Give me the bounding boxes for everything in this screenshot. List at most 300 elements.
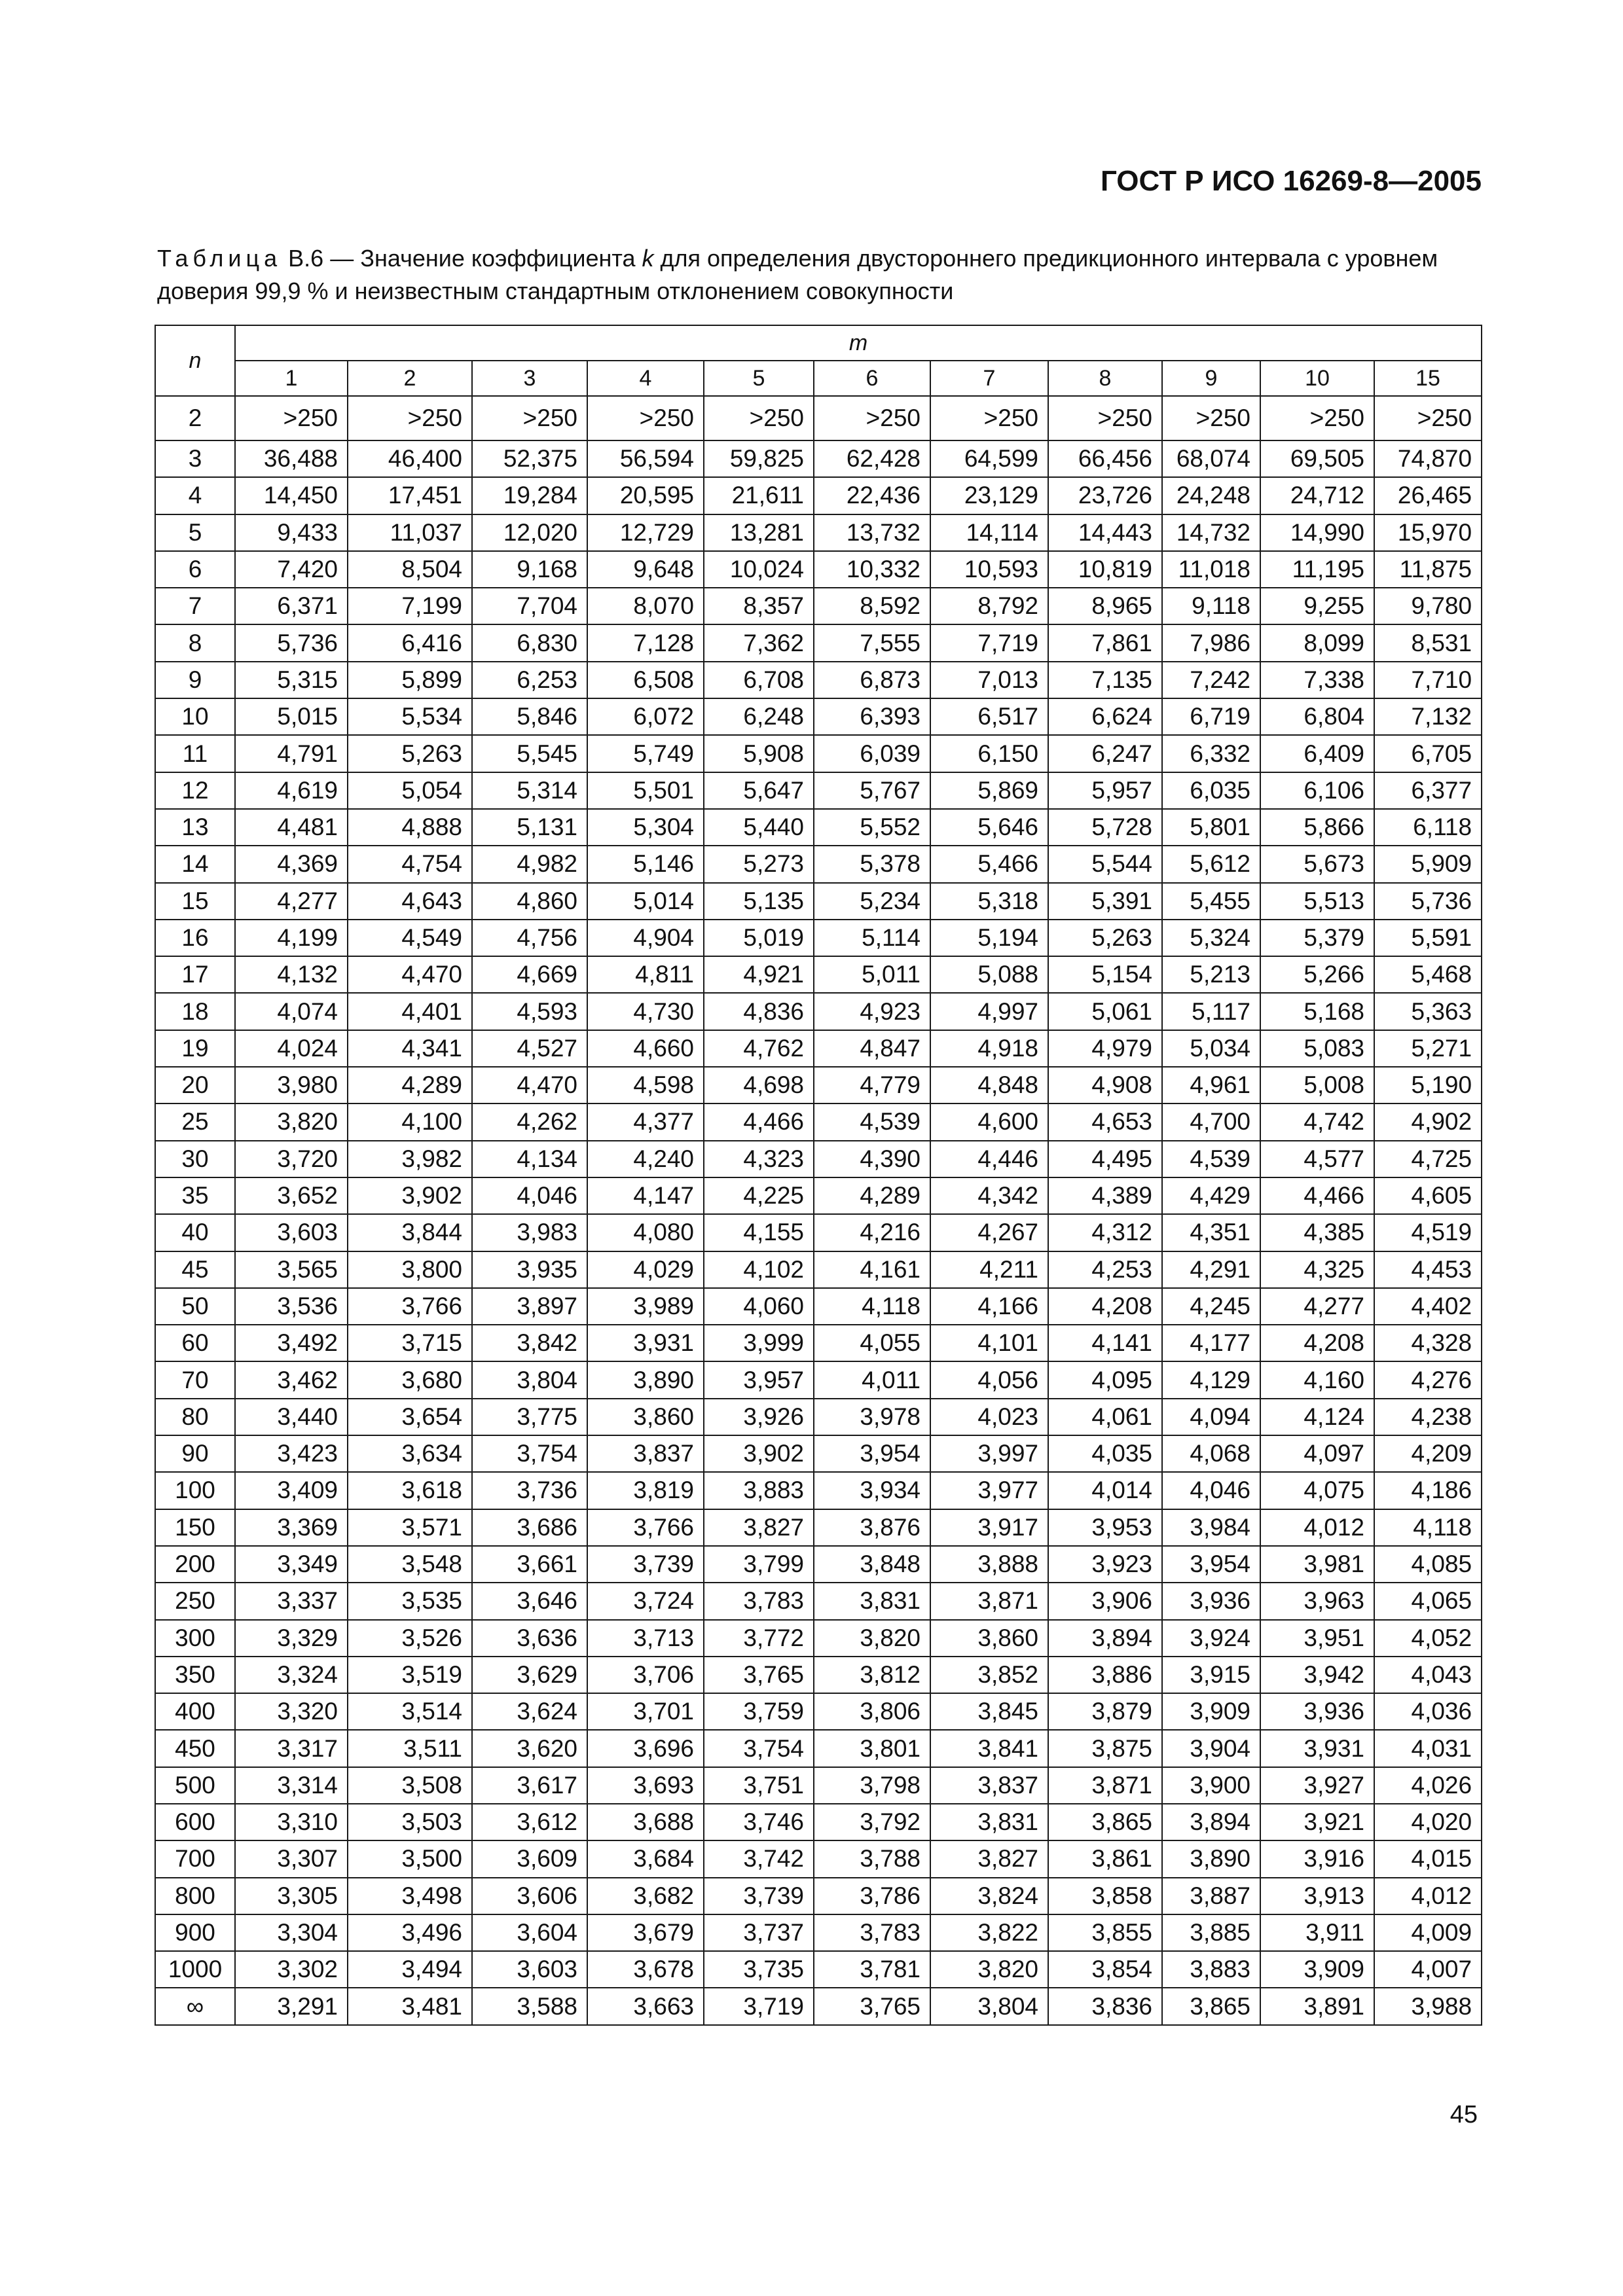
k-value-cell: 4,166	[930, 1288, 1048, 1325]
k-value-cell: 7,242	[1162, 662, 1260, 698]
k-value-cell: 4,619	[235, 772, 348, 809]
k-value-cell: 3,783	[814, 1914, 930, 1951]
k-value-cell: 5,088	[930, 956, 1048, 993]
k-value-cell: >250	[1374, 396, 1482, 440]
m-column-group-header: m	[235, 325, 1482, 361]
m-value-header: 9	[1162, 361, 1260, 396]
k-value-cell: 3,806	[814, 1693, 930, 1730]
k-value-cell: 4,074	[235, 993, 348, 1030]
k-value-cell: 10,332	[814, 551, 930, 588]
k-value-cell: 3,735	[704, 1951, 814, 1988]
k-value-cell: 4,527	[472, 1030, 587, 1067]
k-value-cell: 9,255	[1260, 588, 1374, 624]
k-value-cell: 3,440	[235, 1399, 348, 1435]
k-value-cell: 4,470	[472, 1067, 587, 1103]
k-value-cell: 5,899	[348, 662, 472, 698]
k-value-cell: 4,847	[814, 1030, 930, 1067]
n-value-cell: 11	[155, 735, 235, 772]
k-value-cell: 3,824	[930, 1878, 1048, 1914]
k-value-cell: 3,798	[814, 1767, 930, 1804]
k-value-cell: 4,277	[1260, 1288, 1374, 1325]
k-value-cell: 4,095	[1048, 1361, 1162, 1398]
m-value-header: 5	[704, 361, 814, 396]
k-value-cell: 3,686	[472, 1509, 587, 1546]
k-value-cell: 5,114	[814, 920, 930, 956]
k-value-cell: 3,526	[348, 1620, 472, 1657]
k-value-cell: 3,812	[814, 1657, 930, 1693]
k-value-cell: 5,391	[1048, 883, 1162, 920]
k-value-cell: 4,043	[1374, 1657, 1482, 1693]
k-value-cell: 3,848	[814, 1546, 930, 1583]
k-value-cell: 7,199	[348, 588, 472, 624]
k-value-cell: 5,234	[814, 883, 930, 920]
k-value-cell: 3,684	[587, 1840, 704, 1877]
k-value-cell: >250	[704, 396, 814, 440]
k-value-cell: 4,342	[930, 1177, 1048, 1214]
table-caption-number: В.6	[288, 245, 324, 272]
k-value-cell: 4,429	[1162, 1177, 1260, 1214]
k-value-cell: 3,913	[1260, 1878, 1374, 1914]
k-value-cell: 3,603	[235, 1214, 348, 1251]
k-value-cell: 4,147	[587, 1177, 704, 1214]
table-row	[155, 1141, 1482, 1177]
k-value-cell: 3,310	[235, 1804, 348, 1840]
k-value-cell: 3,891	[1260, 1988, 1374, 2024]
k-value-cell: 3,820	[814, 1620, 930, 1657]
k-value-cell: 5,379	[1260, 920, 1374, 956]
k-value-cell: 5,131	[472, 809, 587, 846]
k-value-cell: 20,595	[587, 477, 704, 514]
table-header-row-m	[155, 325, 1482, 361]
k-value-cell: 4,377	[587, 1103, 704, 1140]
m-value-header: 4	[587, 361, 704, 396]
k-value-cell: 4,643	[348, 883, 472, 920]
k-value-cell: 4,700	[1162, 1103, 1260, 1140]
k-value-cell: 4,982	[472, 846, 587, 882]
k-value-cell: 5,767	[814, 772, 930, 809]
table-row	[155, 956, 1482, 993]
k-value-cell: 4,080	[587, 1214, 704, 1251]
table-row	[155, 1103, 1482, 1140]
table-row	[155, 1177, 1482, 1214]
k-value-cell: 4,860	[472, 883, 587, 920]
k-value-cell: 3,781	[814, 1951, 930, 1988]
k-value-cell: 3,349	[235, 1546, 348, 1583]
k-value-cell: 12,729	[587, 514, 704, 551]
k-value-cell: 10,819	[1048, 551, 1162, 588]
k-value-cell: 3,800	[348, 1251, 472, 1288]
k-value-cell: 4,132	[235, 956, 348, 993]
table-row	[155, 1030, 1482, 1067]
k-value-cell: 3,724	[587, 1583, 704, 1619]
k-value-cell: >250	[235, 396, 348, 440]
k-value-cell: >250	[814, 396, 930, 440]
k-value-cell: 4,060	[704, 1288, 814, 1325]
k-value-cell: 6,072	[587, 698, 704, 735]
k-value-cell: 5,168	[1260, 993, 1374, 1030]
k-value-cell: 3,618	[348, 1472, 472, 1509]
k-value-cell: 7,338	[1260, 662, 1374, 698]
k-value-cell: >250	[930, 396, 1048, 440]
k-value-cell: 69,505	[1260, 440, 1374, 477]
k-value-cell: 4,997	[930, 993, 1048, 1030]
k-value-cell: 56,594	[587, 440, 704, 477]
k-value-cell: 5,213	[1162, 956, 1260, 993]
k-value-cell: 3,620	[472, 1730, 587, 1767]
k-value-cell: 13,281	[704, 514, 814, 551]
k-value-cell: 3,713	[587, 1620, 704, 1657]
k-value-cell: 10,024	[704, 551, 814, 588]
k-value-cell: 3,535	[348, 1583, 472, 1619]
n-value-cell: 19	[155, 1030, 235, 1067]
k-value-cell: 4,811	[587, 956, 704, 993]
page-number: 45	[1450, 2101, 1478, 2128]
k-value-cell: 3,984	[1162, 1509, 1260, 1546]
k-value-cell: 5,315	[235, 662, 348, 698]
n-value-cell: 17	[155, 956, 235, 993]
n-value-cell: 4	[155, 477, 235, 514]
k-value-cell: 52,375	[472, 440, 587, 477]
k-value-cell: 3,688	[587, 1804, 704, 1840]
n-value-cell: 40	[155, 1214, 235, 1251]
k-value-cell: 4,012	[1374, 1878, 1482, 1914]
n-value-cell: 8	[155, 624, 235, 661]
k-value-cell: 4,446	[930, 1141, 1048, 1177]
k-value-cell: 3,788	[814, 1840, 930, 1877]
k-value-cell: 3,759	[704, 1693, 814, 1730]
k-value-cell: 3,314	[235, 1767, 348, 1804]
k-value-cell: 5,324	[1162, 920, 1260, 956]
k-value-cell: 3,936	[1162, 1583, 1260, 1619]
k-value-cell: 3,494	[348, 1951, 472, 1988]
k-value-cell: 4,653	[1048, 1103, 1162, 1140]
k-value-cell: 15,970	[1374, 514, 1482, 551]
k-value-cell: 3,496	[348, 1914, 472, 1951]
k-value-cell: 6,039	[814, 735, 930, 772]
k-value-cell: 3,739	[704, 1878, 814, 1914]
k-value-cell: 3,916	[1260, 1840, 1374, 1877]
k-value-cell: 3,861	[1048, 1840, 1162, 1877]
n-value-cell: 13	[155, 809, 235, 846]
k-value-cell: 7,555	[814, 624, 930, 661]
k-value-cell: 3,887	[1162, 1878, 1260, 1914]
k-value-cell: 5,455	[1162, 883, 1260, 920]
k-value-cell: 3,953	[1048, 1509, 1162, 1546]
k-value-cell: 4,208	[1048, 1288, 1162, 1325]
k-value-cell: 5,011	[814, 956, 930, 993]
k-value-cell: 4,779	[814, 1067, 930, 1103]
k-value-cell: >250	[1260, 396, 1374, 440]
k-value-cell: 3,462	[235, 1361, 348, 1398]
k-value-cell: 3,481	[348, 1988, 472, 2024]
table-row	[155, 1325, 1482, 1361]
k-value-cell: 3,654	[348, 1399, 472, 1435]
k-value-cell: 7,420	[235, 551, 348, 588]
n-value-cell: 35	[155, 1177, 235, 1214]
k-value-cell: 4,094	[1162, 1399, 1260, 1435]
k-value-cell: 4,328	[1374, 1325, 1482, 1361]
k-value-cell: 3,894	[1048, 1620, 1162, 1657]
k-value-cell: 4,046	[1162, 1472, 1260, 1509]
k-value-cell: 4,253	[1048, 1251, 1162, 1288]
k-value-cell: 3,983	[472, 1214, 587, 1251]
k-value-cell: 3,924	[1162, 1620, 1260, 1657]
k-value-cell: 5,263	[1048, 920, 1162, 956]
table-row	[155, 1435, 1482, 1472]
n-value-cell: 800	[155, 1878, 235, 1914]
k-value-cell: 5,544	[1048, 846, 1162, 882]
k-value-cell: 5,513	[1260, 883, 1374, 920]
table-row	[155, 1399, 1482, 1435]
k-value-cell: 3,977	[930, 1472, 1048, 1509]
k-value-cell: 4,495	[1048, 1141, 1162, 1177]
k-value-cell: 5,801	[1162, 809, 1260, 846]
k-value-cell: 4,024	[235, 1030, 348, 1067]
table-row	[155, 588, 1482, 624]
k-value-cell: 26,465	[1374, 477, 1482, 514]
table-row	[155, 1840, 1482, 1877]
m-value-header: 1	[235, 361, 348, 396]
k-value-cell: 24,712	[1260, 477, 1374, 514]
k-value-cell: 7,128	[587, 624, 704, 661]
k-value-cell: 3,715	[348, 1325, 472, 1361]
k-value-cell: 7,861	[1048, 624, 1162, 661]
k-value-cell: 3,927	[1260, 1767, 1374, 1804]
k-value-cell: 5,014	[587, 883, 704, 920]
k-value-cell: 62,428	[814, 440, 930, 477]
k-value-cell: 5,673	[1260, 846, 1374, 882]
k-value-cell: 3,754	[704, 1730, 814, 1767]
table-row	[155, 1472, 1482, 1509]
k-value-cell: 4,323	[704, 1141, 814, 1177]
k-value-cell: 9,433	[235, 514, 348, 551]
k-value-cell: >250	[348, 396, 472, 440]
document-code: ГОСТ Р ИСО 16269-8—2005	[1100, 165, 1482, 197]
table-row	[155, 440, 1482, 477]
k-value-cell: 3,883	[1162, 1951, 1260, 1988]
k-value-cell: 11,195	[1260, 551, 1374, 588]
k-value-cell: 3,902	[704, 1435, 814, 1472]
k-value-cell: 4,979	[1048, 1030, 1162, 1067]
k-value-cell: 4,390	[814, 1141, 930, 1177]
k-value-cell: 5,846	[472, 698, 587, 735]
table-row	[155, 1914, 1482, 1951]
k-value-cell: 3,926	[704, 1399, 814, 1435]
k-value-cell: 23,129	[930, 477, 1048, 514]
k-value-cell: 4,007	[1374, 1951, 1482, 1988]
table-row	[155, 1214, 1482, 1251]
k-value-cell: 5,646	[930, 809, 1048, 846]
k-value-cell: 4,341	[348, 1030, 472, 1067]
k-value-cell: 4,124	[1260, 1399, 1374, 1435]
table-row	[155, 809, 1482, 846]
m-value-header: 8	[1048, 361, 1162, 396]
k-value-cell: 3,942	[1260, 1657, 1374, 1693]
k-value-cell: 5,909	[1374, 846, 1482, 882]
k-value-cell: 4,208	[1260, 1325, 1374, 1361]
k-value-cell: 14,450	[235, 477, 348, 514]
k-value-cell: 3,693	[587, 1767, 704, 1804]
k-value-cell: 3,772	[704, 1620, 814, 1657]
k-value-cell: 6,873	[814, 662, 930, 698]
k-value-cell: 4,036	[1374, 1693, 1482, 1730]
k-value-cell: 3,988	[1374, 1988, 1482, 2024]
k-value-cell: 13,732	[814, 514, 930, 551]
n-value-cell: 18	[155, 993, 235, 1030]
k-value-cell: 4,605	[1374, 1177, 1482, 1214]
k-value-cell: 3,845	[930, 1693, 1048, 1730]
k-value-cell: 3,609	[472, 1840, 587, 1877]
k-value-cell: 74,870	[1374, 440, 1482, 477]
k-value-cell: 22,436	[814, 477, 930, 514]
k-value-cell: 59,825	[704, 440, 814, 477]
k-value-cell: 4,539	[814, 1103, 930, 1140]
k-value-cell: 5,466	[930, 846, 1048, 882]
n-value-cell: 16	[155, 920, 235, 956]
k-value-cell: 5,271	[1374, 1030, 1482, 1067]
k-value-cell: 3,911	[1260, 1914, 1374, 1951]
k-value-cell: 3,876	[814, 1509, 930, 1546]
k-value-cell: 5,117	[1162, 993, 1260, 1030]
k-value-cell: 7,362	[704, 624, 814, 661]
k-value-cell: 4,240	[587, 1141, 704, 1177]
k-value-cell: 64,599	[930, 440, 1048, 477]
k-value-cell: 4,102	[704, 1251, 814, 1288]
n-value-cell: 70	[155, 1361, 235, 1398]
k-value-cell: 4,031	[1374, 1730, 1482, 1767]
k-value-cell: 3,792	[814, 1804, 930, 1840]
k-value-cell: 3,634	[348, 1435, 472, 1472]
n-value-cell: 50	[155, 1288, 235, 1325]
table-row	[155, 1361, 1482, 1398]
k-value-cell: 6,253	[472, 662, 587, 698]
table-row	[155, 1693, 1482, 1730]
k-value-cell: 8,357	[704, 588, 814, 624]
k-value-cell: 5,545	[472, 735, 587, 772]
k-value-cell: 3,588	[472, 1988, 587, 2024]
table-row	[155, 624, 1482, 661]
k-value-cell: 6,118	[1374, 809, 1482, 846]
k-value-cell: 3,954	[814, 1435, 930, 1472]
k-value-cell: 4,276	[1374, 1361, 1482, 1398]
k-value-cell: 7,013	[930, 662, 1048, 698]
table-row	[155, 1251, 1482, 1288]
table-row	[155, 1583, 1482, 1619]
n-value-cell: 700	[155, 1840, 235, 1877]
k-value-cell: 3,304	[235, 1914, 348, 1951]
k-value-cell: 3,742	[704, 1840, 814, 1877]
k-value-cell: 66,456	[1048, 440, 1162, 477]
n-value-cell: 200	[155, 1546, 235, 1583]
k-value-cell: 3,305	[235, 1878, 348, 1914]
table-row	[155, 1620, 1482, 1657]
k-value-cell: 5,083	[1260, 1030, 1374, 1067]
k-value-cell: 5,015	[235, 698, 348, 735]
k-value-cell: 6,705	[1374, 735, 1482, 772]
k-value-cell: 3,822	[930, 1914, 1048, 1951]
k-value-cell: 5,534	[348, 698, 472, 735]
k-value-cell: 5,135	[704, 883, 814, 920]
k-value-cell: 4,762	[704, 1030, 814, 1067]
n-value-cell: 5	[155, 514, 235, 551]
k-value-cell: 3,855	[1048, 1914, 1162, 1951]
k-value-cell: 3,909	[1162, 1693, 1260, 1730]
k-value-cell: 9,118	[1162, 588, 1260, 624]
k-value-cell: 9,168	[472, 551, 587, 588]
k-value-cell: 3,885	[1162, 1914, 1260, 1951]
k-value-cell: 3,679	[587, 1914, 704, 1951]
k-value-cell: 4,291	[1162, 1251, 1260, 1288]
k-value-cell: 3,860	[587, 1399, 704, 1435]
k-value-cell: 14,990	[1260, 514, 1374, 551]
k-value-cell: 3,624	[472, 1693, 587, 1730]
table-row	[155, 1767, 1482, 1804]
table-row	[155, 1951, 1482, 1988]
k-value-cell: 4,141	[1048, 1325, 1162, 1361]
n-value-cell: 10	[155, 698, 235, 735]
n-value-cell: 90	[155, 1435, 235, 1472]
k-value-cell: 3,739	[587, 1546, 704, 1583]
k-value-cell: 8,965	[1048, 588, 1162, 624]
k-value-cell: 3,754	[472, 1435, 587, 1472]
k-value-cell: 3,565	[235, 1251, 348, 1288]
n-value-cell: 1000	[155, 1951, 235, 1988]
k-value-cell: 3,915	[1162, 1657, 1260, 1693]
k-value-cell: 3,886	[1048, 1657, 1162, 1693]
k-value-cell: 3,799	[704, 1546, 814, 1583]
m-value-header: 10	[1260, 361, 1374, 396]
k-value-cell: 3,612	[472, 1804, 587, 1840]
k-value-cell: 5,957	[1048, 772, 1162, 809]
k-value-cell: 3,508	[348, 1767, 472, 1804]
k-value-cell: 3,827	[930, 1840, 1048, 1877]
k-value-cell: 3,337	[235, 1583, 348, 1619]
k-value-cell: >250	[1162, 396, 1260, 440]
k-value-cell: 3,324	[235, 1657, 348, 1693]
k-value-cell: 3,894	[1162, 1804, 1260, 1840]
k-value-cell: 3,329	[235, 1620, 348, 1657]
k-value-cell: 3,904	[1162, 1730, 1260, 1767]
k-value-cell: 4,725	[1374, 1141, 1482, 1177]
k-value-cell: 5,612	[1162, 846, 1260, 882]
table-header-row-m-values	[155, 361, 1482, 396]
k-value-cell: 3,682	[587, 1878, 704, 1914]
k-value-cell: 5,263	[348, 735, 472, 772]
k-value-cell: 3,871	[930, 1583, 1048, 1619]
k-value-cell: 3,783	[704, 1583, 814, 1619]
k-value-cell: 3,320	[235, 1693, 348, 1730]
k-value-cell: 3,923	[1048, 1546, 1162, 1583]
m-value-header: 3	[472, 361, 587, 396]
k-value-cell: 4,325	[1260, 1251, 1374, 1288]
k-value-cell: 8,504	[348, 551, 472, 588]
k-value-cell: 3,409	[235, 1472, 348, 1509]
k-value-cell: 4,593	[472, 993, 587, 1030]
k-value-cell: 4,061	[1048, 1399, 1162, 1435]
k-value-cell: 3,291	[235, 1988, 348, 2024]
table-row	[155, 993, 1482, 1030]
k-value-cell: 3,492	[235, 1325, 348, 1361]
k-value-cell: >250	[1048, 396, 1162, 440]
table-row	[155, 662, 1482, 698]
k-value-cell: 4,216	[814, 1214, 930, 1251]
table-caption-k-variable: k	[642, 245, 654, 272]
k-value-cell: 4,669	[472, 956, 587, 993]
k-value-cell: 3,831	[814, 1583, 930, 1619]
k-value-cell: 3,837	[587, 1435, 704, 1472]
k-value-cell: 5,314	[472, 772, 587, 809]
k-value-cell: 3,860	[930, 1620, 1048, 1657]
